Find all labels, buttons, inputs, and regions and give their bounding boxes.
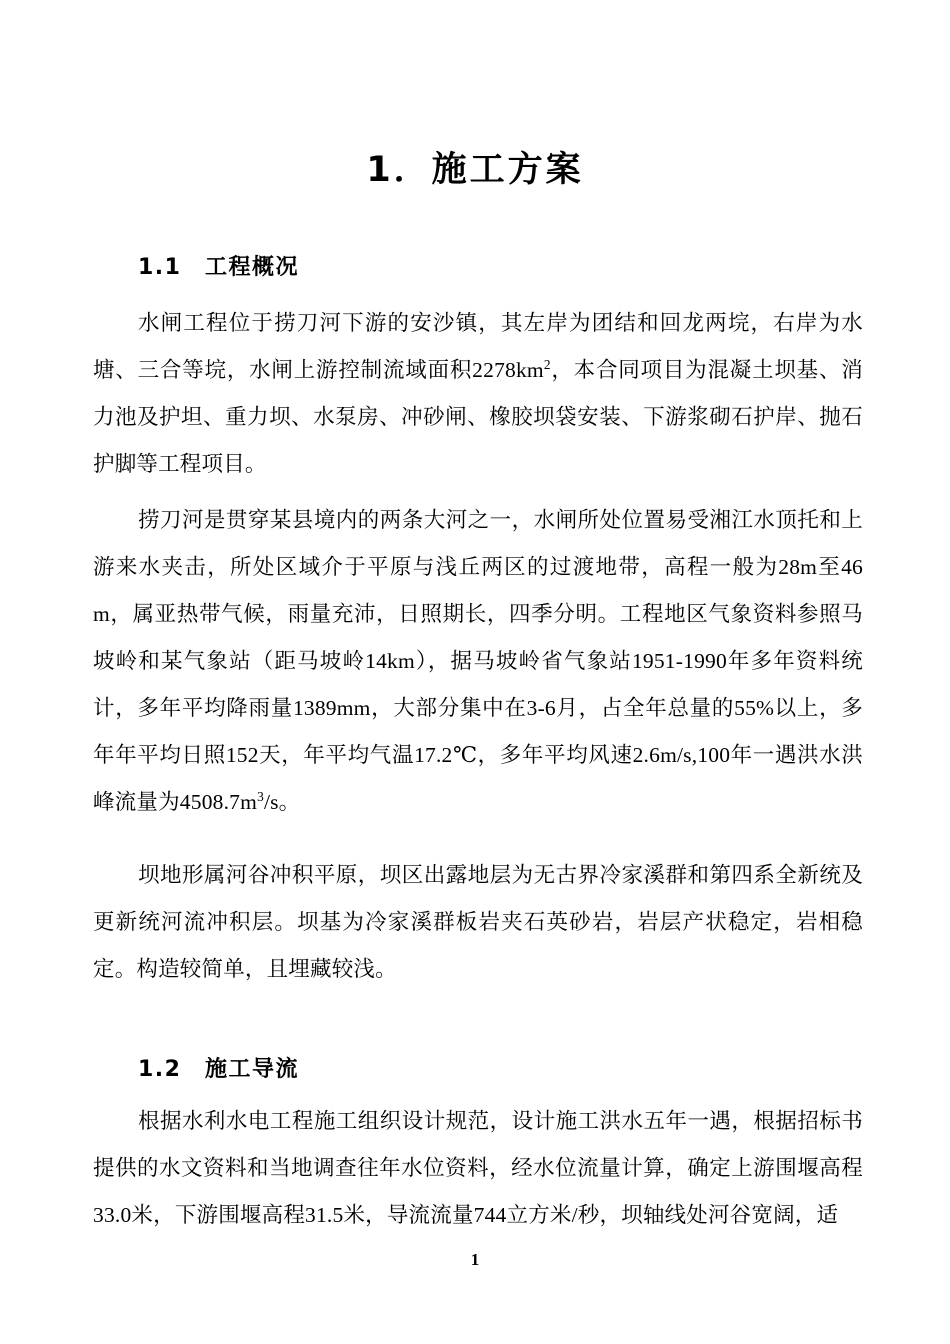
- paragraph-diversion-1: 根据水利水电工程施工组织设计规范，设计施工洪水五年一遇，根据招标书提供的水文资料和当地调查往年水位资料，经水位流量计算，确定上游围堰高程33.0米，下游围堰高程31.5米，导流流量744立方米/秒，坝轴线处河谷宽阔，适: [93, 1109, 863, 1227]
- paragraph-overview-3: 坝地形属河谷冲积平原，坝区出露地层为无古界冷家溪群和第四系全新统及更新统河流冲积层。坝基为冷家溪群板岩夹石英砂岩，岩层产状稳定，岩相稳定。构造较简单，且埋藏较浅。: [93, 863, 863, 981]
- superscript: 3: [257, 788, 264, 804]
- section-heading-1-2: 1.2 施工导流: [138, 1057, 299, 1082]
- paragraph-overview-1: 水闸工程位于捞刀河下游的安沙镇，其左岸为团结和回龙两垸，右岸为水塘、三合等垸，水闸上游控制流域面积$2278km^2$，本合同项目为混凝土坝基、消力池及护坦、重力坝、水泵房、冲砂闸、橡胶坝袋安装、下游浆砌石护岸、抛石护脚等工程项目。: [93, 311, 863, 476]
- superscript: 2: [543, 356, 551, 372]
- section-heading-1-1: 1.1 工程概况: [138, 255, 299, 280]
- paragraph-overview-2: 捞刀河是贯穿某县境内的两条大河之一，水闸所处位置易受湘江水顶托和上游来水夹击，所处区域介于平原与浅丘两区的过渡地带，高程一般为28m至46m，属亚热带气候，雨量充沛，日照期长，四季分明。工程地区气象资料参照马坡岭和某气象站（距马坡岭14km），据马坡岭省气象站1951-1990年多年资料统计，多年平均降雨量1389mm，大部分集中在3-6月，占全年总量的55%以上，多年年平均日照152天，年平均气温17.2℃，多年平均风速2.6m/s,100年一遇洪水洪峰流量为$4508.7m^3/s$。: [93, 508, 863, 814]
- page-number: 1: [470, 1250, 480, 1269]
- page-title: 1．施工方案: [366, 150, 584, 190]
